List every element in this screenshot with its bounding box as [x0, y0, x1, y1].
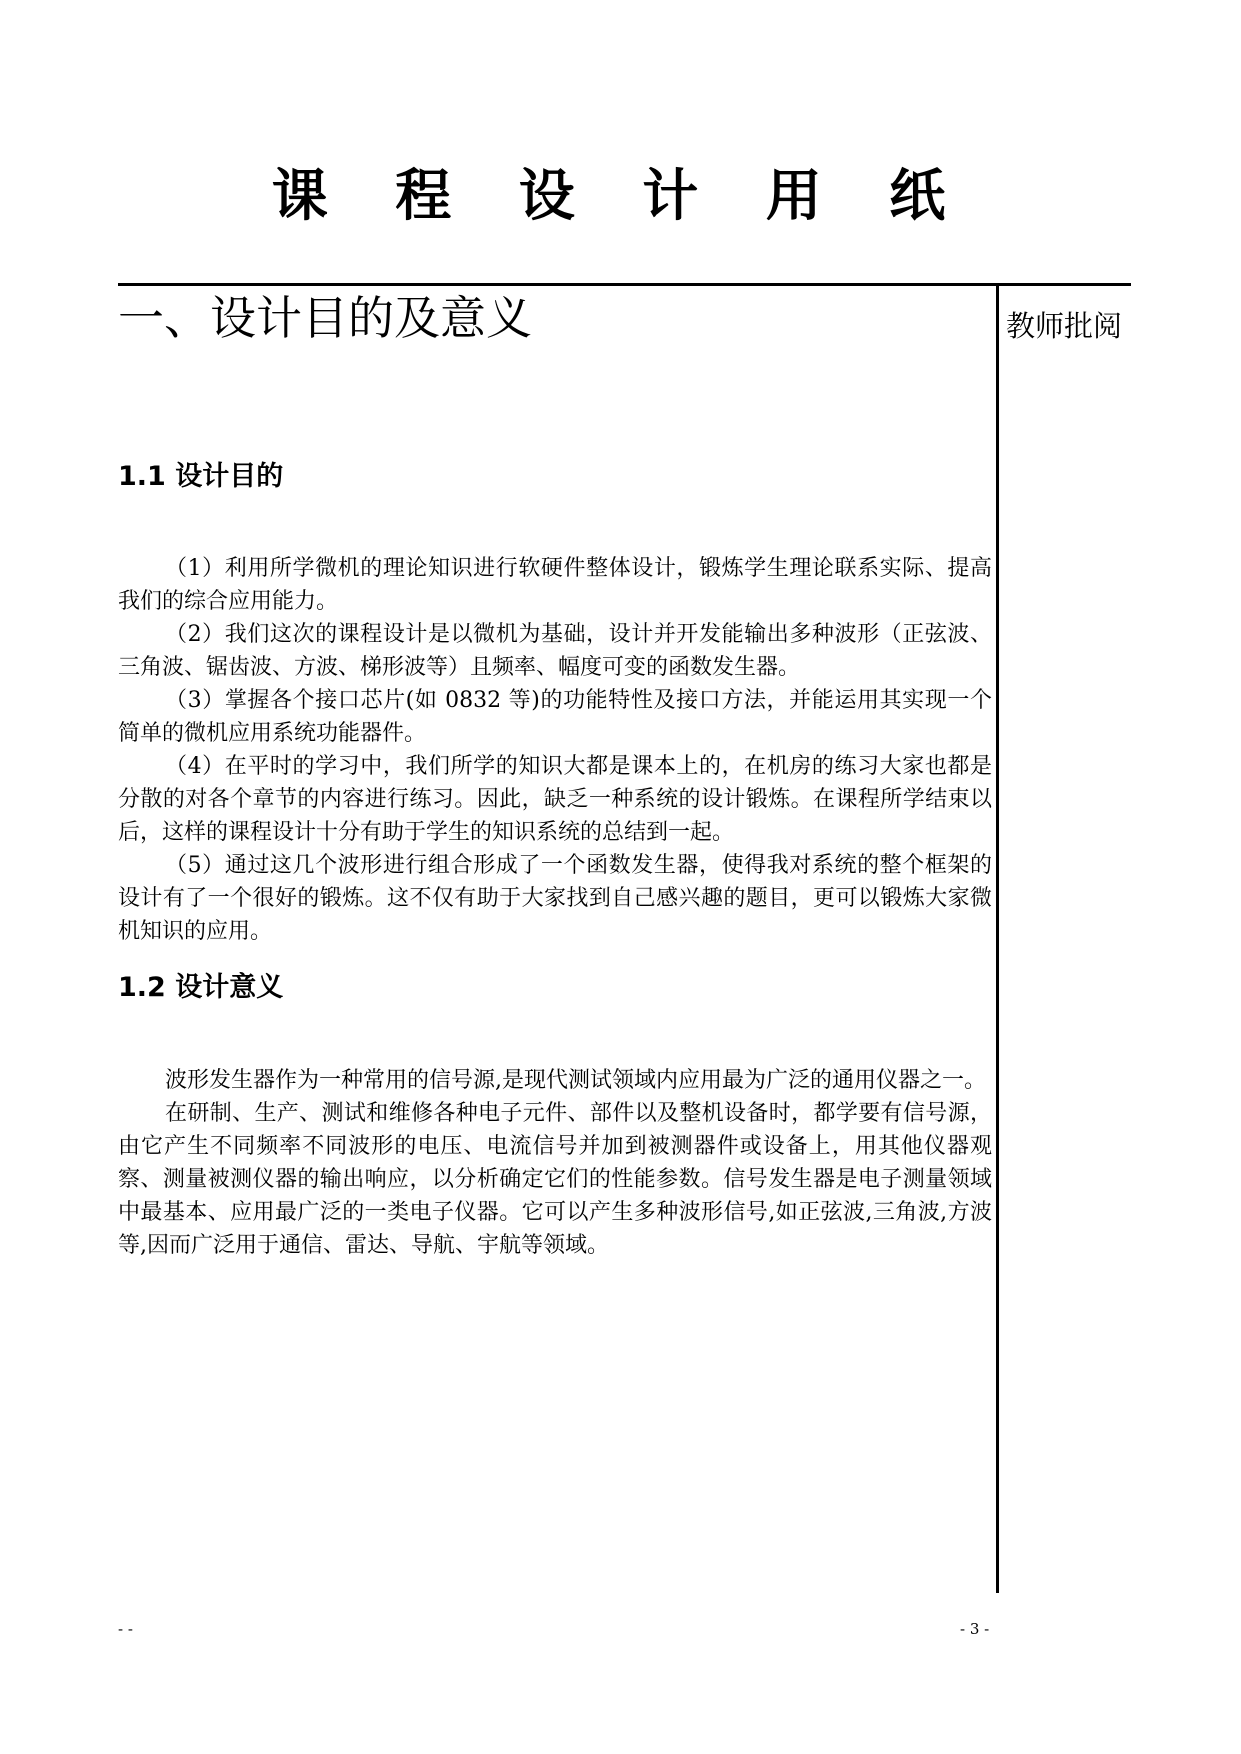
section-heading: 一、设计目的及意义 — [118, 291, 532, 345]
paragraph: （3）掌握各个接口芯片(如 0832 等)的功能特性及接口方法，并能运用其实现一个简单的微机应用系统功能器件。 — [118, 688, 992, 746]
paragraph: （2）我们这次的课程设计是以微机为基础，设计并开发能输出多种波形（正弦波、三角波、锯齿波、方波、梯形波等）且频率、幅度可变的函数发生器。 — [118, 622, 992, 680]
purpose-body — [118, 552, 992, 948]
header-rule — [118, 283, 1131, 286]
subsection-heading-purpose: 1.1 设计目的 — [118, 461, 284, 492]
teacher-review-label: 教师批阅 — [1006, 309, 1123, 343]
subsection-heading-significance: 1.2 设计意义 — [118, 972, 284, 1003]
paragraph: （4）在平时的学习中，我们所学的知识大都是课本上的，在机房的练习大家也都是分散的对各个章节的内容进行练习。因此，缺乏一种系统的设计锻炼。在课程所学结束以后，这样的课程设计十分有助于学生的知识系统的总结到一起。 — [118, 754, 992, 845]
page-number: - 3 - — [960, 1620, 990, 1638]
paragraph: 在研制、生产、测试和维修各种电子元件、部件以及整机设备时，都学要有信号源，由它产生不同频率不同波形的电压、电流信号并加到被测器件或设备上，用其他仪器观察、测量被测仪器的输出响应，以分析确定它们的性能参数。信号发生器是电子测量领域中最基本、应用最广泛的一类电子仪器。它可以产生多种波形信号,如正弦波,三角波,方波等,因而广泛用于通信、雷达、导航、宇航等领域。 — [118, 1101, 992, 1258]
significance-body — [118, 1064, 992, 1262]
paragraph: （5）通过这几个波形进行组合形成了一个函数发生器，使得我对系统的整个框架的设计有了一个很好的锻炼。这不仅有助于大家找到自己感兴趣的题目，更可以锻炼大家微机知识的应用。 — [118, 853, 992, 944]
paragraph: 波形发生器作为一种常用的信号源,是现代测试领域内应用最为广泛的通用仪器之一。 — [165, 1068, 986, 1093]
main-content — [118, 290, 992, 1262]
page-title: 课 程 设 计 用 纸 — [271, 164, 970, 229]
margin-rule — [996, 283, 999, 1593]
footer-left: - - — [118, 1620, 133, 1638]
paragraph: （1）利用所学微机的理论知识进行软硬件整体设计，锻炼学生理论联系实际、提高我们的综合应用能力。 — [118, 556, 992, 614]
